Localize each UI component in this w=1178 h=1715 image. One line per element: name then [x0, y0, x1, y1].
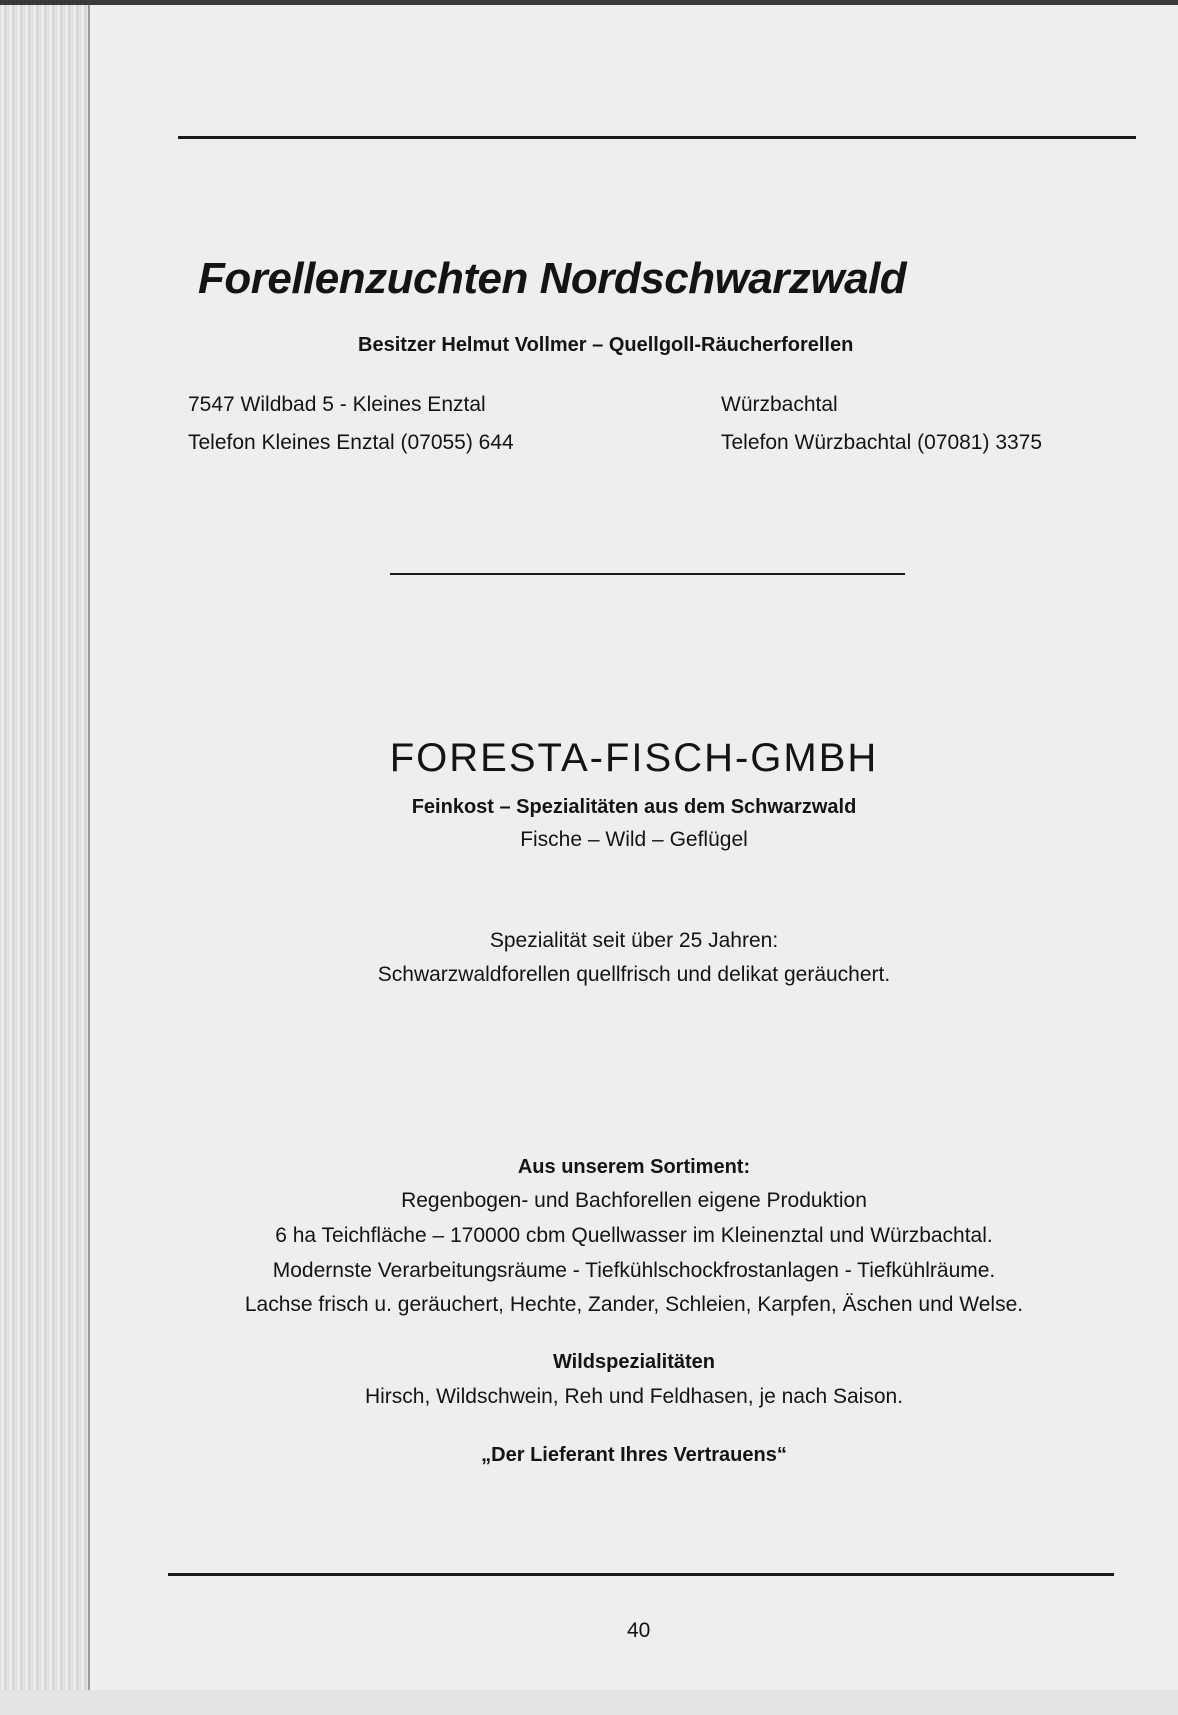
ad1-right-address: Würzbachtal — [721, 393, 838, 416]
ad2-tagline: Feinkost – Spezialitäten aus dem Schwarzwald — [411, 796, 857, 818]
ad2-assortment-line: Regenbogen- und Bachforellen eigene Produktion — [401, 1189, 867, 1212]
ad1-right-phone: Telefon Würzbachtal (07081) 3375 — [721, 431, 1043, 454]
ad1-title: Forellenzuchten Nordschwarzwald — [198, 254, 907, 303]
page-number: 40 — [627, 1619, 651, 1642]
ad2-specialty-heading: Spezialität seit über 25 Jahren: — [489, 929, 779, 952]
bottom-rule — [168, 1573, 1114, 1576]
ad2-assortment-line: Modernste Verarbeitungsräume - Tiefkühlschockfrostanlagen - Tiefkühlräume. — [272, 1259, 996, 1282]
ad2-game-heading: Wildspezialitäten — [552, 1351, 716, 1373]
ad2-slogan: „Der Lieferant Ihres Vertrauens“ — [481, 1444, 787, 1466]
ad2-assortment-line: Lachse frisch u. geräuchert, Hechte, Zander, Schleien, Karpfen, Äschen und Welse. — [244, 1293, 1024, 1316]
ad2-game-text: Hirsch, Wildschwein, Reh und Feldhasen, je nach Saison. — [364, 1385, 904, 1408]
ad1-left-address: 7547 Wildbad 5 - Kleines Enztal — [188, 393, 486, 416]
ad2-assortment-heading: Aus unserem Sortiment: — [517, 1156, 751, 1178]
book-page-edges — [0, 0, 88, 1715]
ad1-subtitle: Besitzer Helmut Vollmer – Quellgoll-Räucherforellen — [358, 334, 854, 356]
ad-foresta-fisch — [90, 0, 1178, 1715]
ad2-specialty-text: Schwarzwaldforellen quellfrisch und delikat geräuchert. — [377, 963, 891, 986]
ad2-title: FORESTA-FISCH-GMBH — [389, 736, 879, 780]
ad2-assortment-line: 6 ha Teichfläche – 170000 cbm Quellwasser im Kleinenztal und Würzbachtal. — [275, 1224, 993, 1247]
ad1-left-phone: Telefon Kleines Enztal (07055) 644 — [188, 431, 514, 454]
ad2-products: Fische – Wild – Geflügel — [520, 828, 748, 851]
